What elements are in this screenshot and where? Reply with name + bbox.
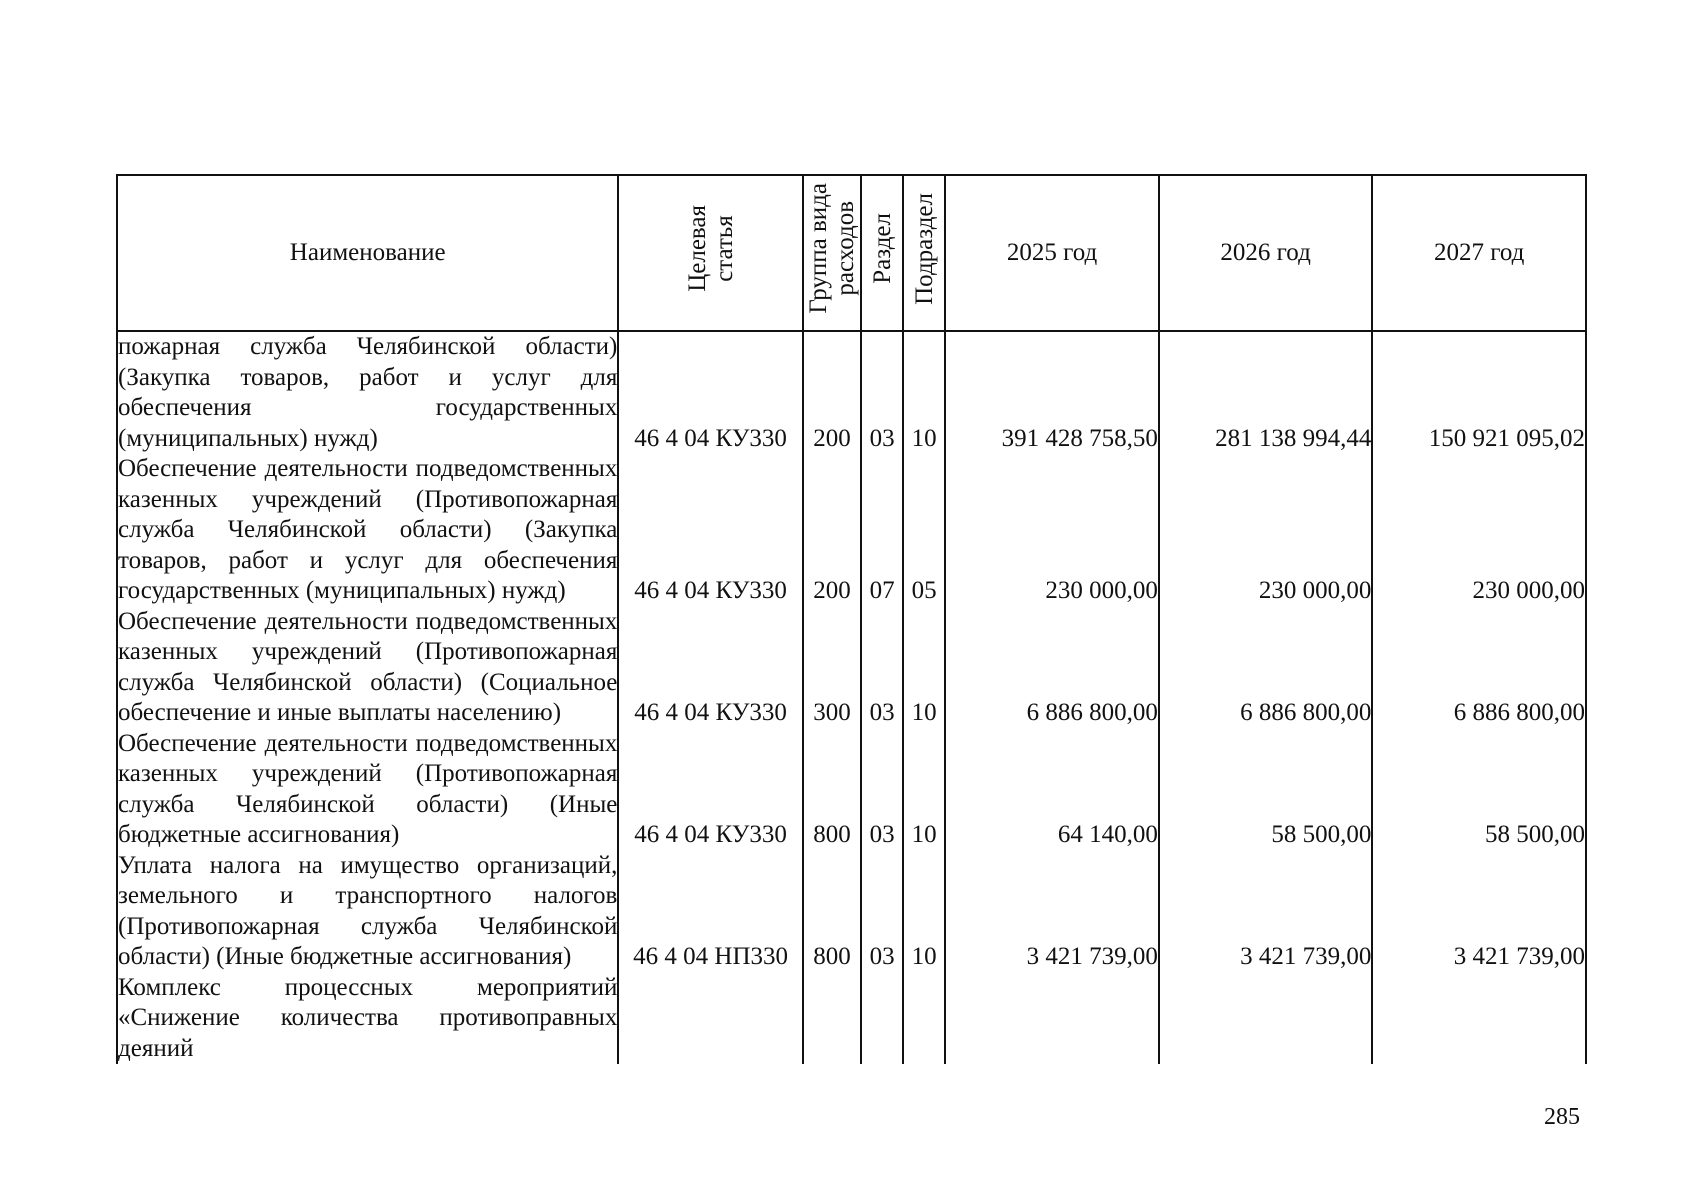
row-section: 03 [861,729,903,851]
row-name: Обеспечение деятельности подведомственных казенных учреждений (Противопожарная служба Челябинской области) (Социальное обеспечение и иные выплаты населению) [117,607,618,729]
table-row [117,851,1586,973]
header-year-2025: 2025 год [945,175,1159,331]
row-expense-group: 200 [803,454,861,607]
row-amount-2027: 3 421 739,00 [1372,851,1586,973]
row-amount-2026: 58 500,00 [1159,729,1373,851]
row-amount-2026: 3 421 739,00 [1159,851,1373,973]
row-expense-group [803,973,861,1065]
row-amount-2025: 230 000,00 [945,454,1159,607]
row-amount-2025: 6 886 800,00 [945,607,1159,729]
row-amount-2026: 6 886 800,00 [1159,607,1373,729]
header-section: Раздел [861,175,903,331]
row-name: Уплата налога на имущество организаций, земельного и транспортного налогов (Противопожарная служба Челябинской области) (Иные бюджетные ассигнования) [117,851,618,973]
row-section: 03 [861,331,903,454]
row-target-article: 46 4 04 НП330 [618,851,803,973]
row-expense-group: 200 [803,331,861,454]
header-subsection: Подраздел [903,175,945,331]
row-name: Комплекс процессных мероприятий «Снижение количества противоправных деяний [117,973,618,1065]
page-number: 285 [1544,1104,1580,1130]
row-subsection: 10 [903,607,945,729]
row-amount-2027: 6 886 800,00 [1372,607,1586,729]
row-section: 03 [861,607,903,729]
table-row [117,607,1586,729]
table-header-row [117,175,1586,331]
row-name: пожарная служба Челябинской области) (Закупка товаров, работ и услуг для обеспечения государственных (муниципальных) нужд) [117,331,618,454]
row-section: 07 [861,454,903,607]
row-subsection: 10 [903,331,945,454]
row-subsection: 10 [903,729,945,851]
table-row [117,729,1586,851]
table-row [117,973,1586,1065]
row-expense-group: 800 [803,729,861,851]
row-subsection [903,973,945,1065]
row-amount-2025: 391 428 758,50 [945,331,1159,454]
row-name: Обеспечение деятельности подведомственных казенных учреждений (Противопожарная служба Челябинской области) (Иные бюджетные ассигнования) [117,729,618,851]
row-target-article: 46 4 04 КУ330 [618,331,803,454]
row-name: Обеспечение деятельности подведомственных казенных учреждений (Противопожарная служба Челябинской области) (Закупка товаров, работ и услуг для обеспечения государственных (муниципальных) нужд) [117,454,618,607]
row-subsection: 05 [903,454,945,607]
row-amount-2026: 230 000,00 [1159,454,1373,607]
header-year-2026: 2026 год [1159,175,1373,331]
table-row [117,454,1586,607]
row-amount-2027: 150 921 095,02 [1372,331,1586,454]
row-amount-2026: 281 138 994,44 [1159,331,1373,454]
row-amount-2026 [1159,973,1373,1065]
row-subsection: 10 [903,851,945,973]
row-section: 03 [861,851,903,973]
row-target-article: 46 4 04 КУ330 [618,454,803,607]
table-row [117,331,1586,454]
row-expense-group: 800 [803,851,861,973]
row-amount-2025: 3 421 739,00 [945,851,1159,973]
row-target-article: 46 4 04 КУ330 [618,729,803,851]
row-amount-2027 [1372,973,1586,1065]
row-expense-group: 300 [803,607,861,729]
row-amount-2027: 58 500,00 [1372,729,1586,851]
row-amount-2025 [945,973,1159,1065]
row-target-article: 46 4 04 КУ330 [618,607,803,729]
budget-table [116,174,1587,1064]
row-amount-2025: 64 140,00 [945,729,1159,851]
row-section [861,973,903,1065]
header-year-2027: 2027 год [1372,175,1586,331]
header-name: Наименование [117,175,618,331]
header-expense-group: Группа вида расходов [803,175,861,331]
row-target-article [618,973,803,1065]
row-amount-2027: 230 000,00 [1372,454,1586,607]
header-target-article: Целевая статья [618,175,803,331]
